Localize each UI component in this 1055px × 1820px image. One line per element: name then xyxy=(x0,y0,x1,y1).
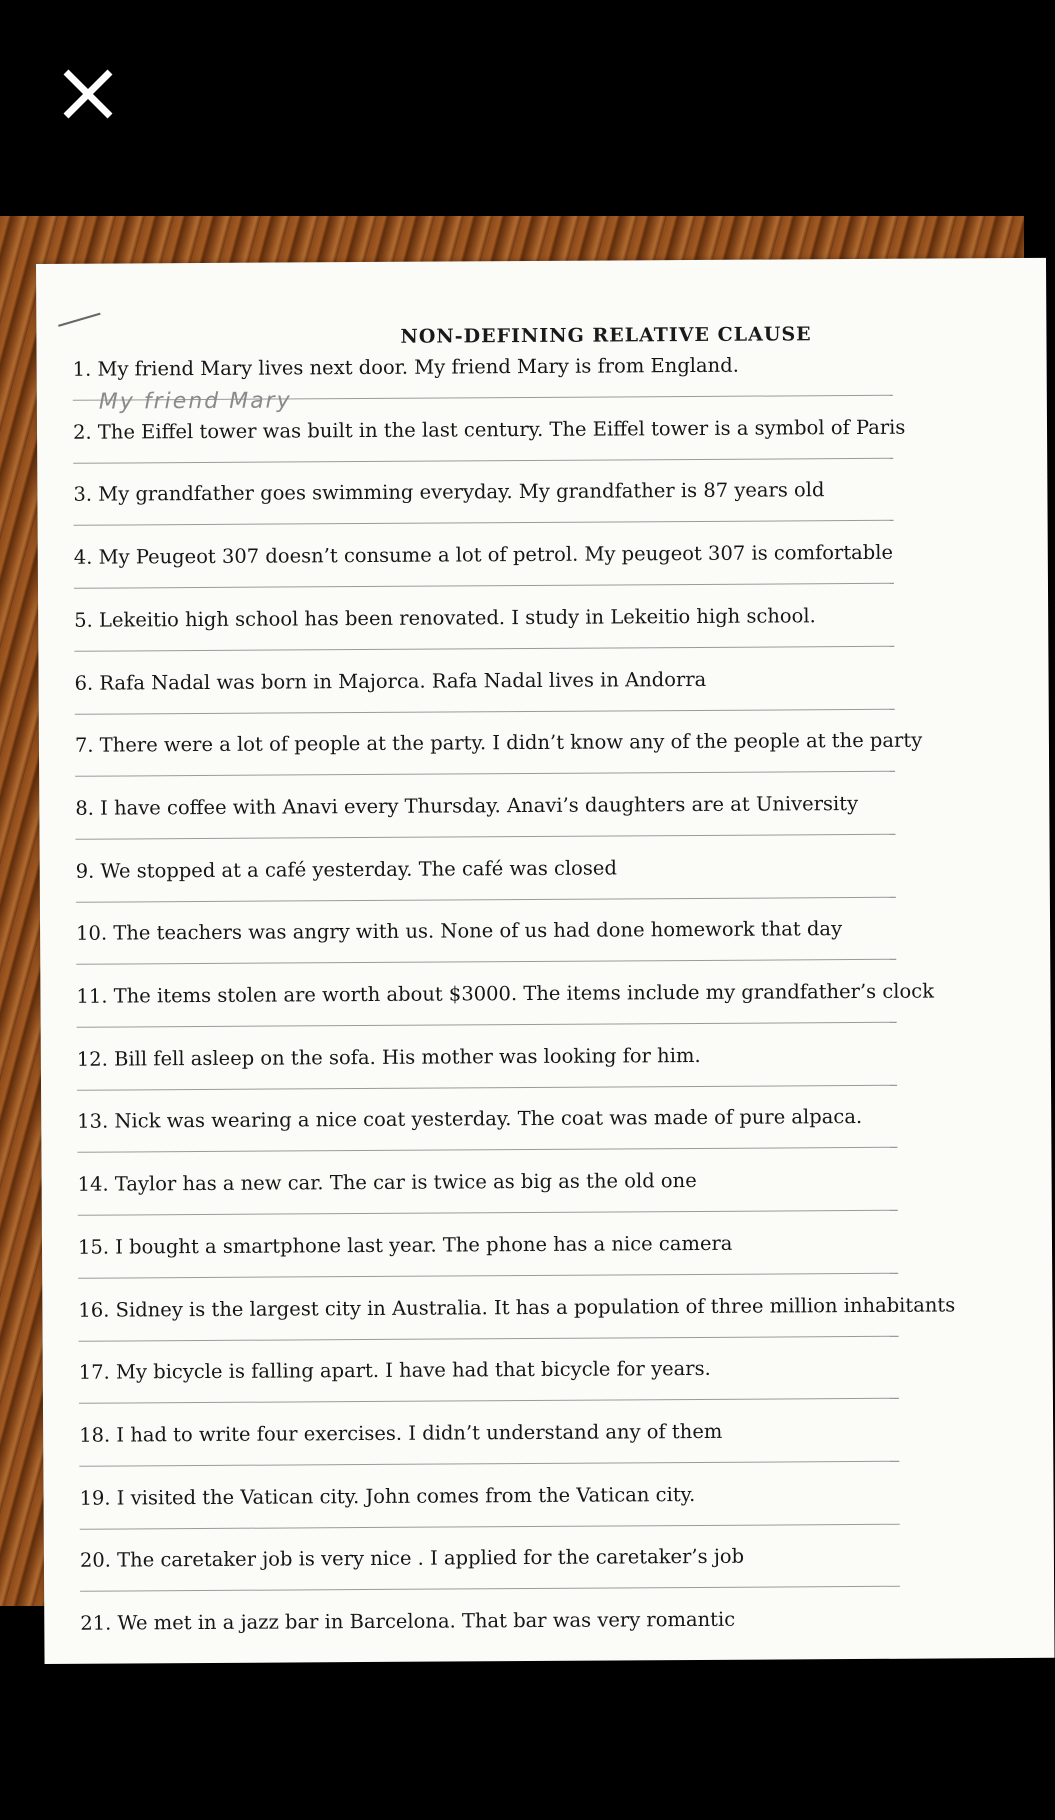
handwritten-answer: My friend Mary xyxy=(98,388,292,415)
exercise-sentence: We stopped at a café yesterday. The café was closed xyxy=(100,856,617,883)
answer-line xyxy=(77,1084,897,1090)
answer-line xyxy=(73,457,893,463)
exercise-sentence: My grandfather goes swimming everyday. My grandfather is 87 years old xyxy=(98,478,825,507)
exercise-item xyxy=(79,1357,711,1384)
answer-line xyxy=(80,1523,900,1529)
exercise-item xyxy=(78,1169,697,1196)
answer-line xyxy=(78,1210,898,1216)
answer-line xyxy=(75,771,895,777)
exercise-number: 6. xyxy=(74,671,94,695)
exercise-sentence: Taylor has a new car. The car is twice as big as the old one xyxy=(114,1169,697,1196)
exercise-number: 3. xyxy=(73,483,93,507)
exercise-item xyxy=(80,1545,744,1572)
exercise-item xyxy=(77,1044,701,1071)
exercise-item xyxy=(77,1105,862,1133)
exercise-number: 21. xyxy=(80,1611,112,1635)
exercise-number: 2. xyxy=(72,420,92,444)
exercise-number: 16. xyxy=(78,1298,110,1322)
answer-line xyxy=(80,1586,900,1592)
exercise-sentence: My friend Mary lives next door. My friend Mary is from England. xyxy=(97,353,739,381)
exercise-item xyxy=(79,1420,722,1447)
exercise-sentence: Nick was wearing a nice coat yesterday. The coat was made of pure alpaca. xyxy=(114,1105,863,1133)
answer-line xyxy=(74,583,894,589)
exercise-sentence: Bill fell asleep on the sofa. His mother was looking for him. xyxy=(114,1043,701,1071)
exercise-number: 1. xyxy=(72,357,92,381)
exercise-sentence: My bicycle is falling apart. I have had that bicycle for years. xyxy=(115,1357,711,1384)
exercise-number: 8. xyxy=(75,796,95,820)
worksheet-paper xyxy=(36,258,1055,1664)
exercise-number: 7. xyxy=(74,733,94,757)
exercise-number: 12. xyxy=(76,1047,108,1071)
exercise-item xyxy=(73,354,739,381)
answer-line xyxy=(76,959,896,965)
answer-line xyxy=(77,1147,897,1153)
close-button[interactable] xyxy=(56,62,120,126)
answer-line xyxy=(78,1273,898,1279)
exercise-sentence: The items stolen are worth about $3000. The items include my grandfather’s clock xyxy=(113,979,935,1008)
answer-line xyxy=(74,646,894,652)
answer-line xyxy=(77,1022,897,1028)
exercise-number: 9. xyxy=(75,859,95,883)
exercise-item xyxy=(76,917,842,945)
exercise-number: 5. xyxy=(74,608,93,632)
exercise-sentence: Rafa Nadal was born in Majorca. Rafa Nadal lives in Andorra xyxy=(99,667,707,695)
exercise-item xyxy=(76,856,617,882)
exercise-item xyxy=(73,415,905,443)
exercise-number: 17. xyxy=(78,1360,110,1384)
exercise-item xyxy=(75,792,858,820)
exercise-item xyxy=(73,479,824,507)
exercise-number: 10. xyxy=(76,921,108,946)
exercise-item xyxy=(79,1483,695,1510)
exercise-number: 18. xyxy=(79,1423,111,1447)
close-icon xyxy=(56,62,120,126)
exercise-item xyxy=(80,1608,735,1635)
pencil-tick-mark xyxy=(56,312,102,328)
exercise-sentence: I have coffee with Anavi every Thursday. Anavi’s daughters are at University xyxy=(100,791,859,820)
answer-line xyxy=(76,834,896,840)
exercise-sentence: Lekeitio high school has been renovated. I study in Lekeitio high school. xyxy=(98,604,816,632)
answer-line xyxy=(76,896,896,902)
exercise-sentence: I visited the Vatican city. John comes from the Vatican city. xyxy=(116,1482,696,1510)
exercise-sentence: Sidney is the largest city in Australia. It has a population of three million inhabitants xyxy=(115,1292,956,1322)
exercise-sentence: There were a lot of people at the party. I didn’t know any of the people at the party xyxy=(99,728,923,757)
answer-line xyxy=(79,1335,899,1341)
exercise-item xyxy=(78,1232,733,1259)
answer-line xyxy=(79,1398,899,1404)
worksheet-title: NON-DEFINING RELATIVE CLAUSE xyxy=(400,323,812,348)
exercise-sentence: My Peugeot 307 doesn’t consume a lot of petrol. My peugeot 307 is comfortable xyxy=(98,540,894,569)
exercise-item xyxy=(74,667,706,694)
exercise-sentence: The teachers was angry with us. None of us had done homework that day xyxy=(113,917,843,945)
exercise-number: 4. xyxy=(73,545,93,569)
answer-line xyxy=(75,708,895,714)
exercise-number: 11. xyxy=(76,984,108,1008)
exercise-sentence: The caretaker job is very nice . I applied for the caretaker’s job xyxy=(117,1544,745,1572)
exercise-number: 14. xyxy=(77,1172,109,1196)
exercise-number: 13. xyxy=(77,1109,109,1134)
exercise-sentence: I bought a smartphone last year. The phone has a nice camera xyxy=(115,1231,733,1259)
exercise-number: 20. xyxy=(79,1548,112,1573)
exercise-item xyxy=(78,1293,955,1321)
worksheet-photo xyxy=(0,216,1024,1635)
exercise-number: 15. xyxy=(77,1235,110,1259)
exercise-item xyxy=(75,729,922,757)
exercise-sentence: The Eiffel tower was built in the last century. The Eiffel tower is a symbol of Paris xyxy=(97,415,906,444)
exercise-number: 19. xyxy=(79,1486,111,1510)
exercise-item xyxy=(76,980,934,1008)
exercise-sentence: I had to write four exercises. I didn’t understand any of them xyxy=(116,1419,723,1447)
exercise-sentence: We met in a jazz bar in Barcelona. That bar was very romantic xyxy=(117,1607,736,1635)
exercise-item xyxy=(74,541,893,569)
answer-line xyxy=(79,1461,899,1467)
exercise-item xyxy=(74,604,816,632)
answer-line xyxy=(74,520,894,526)
